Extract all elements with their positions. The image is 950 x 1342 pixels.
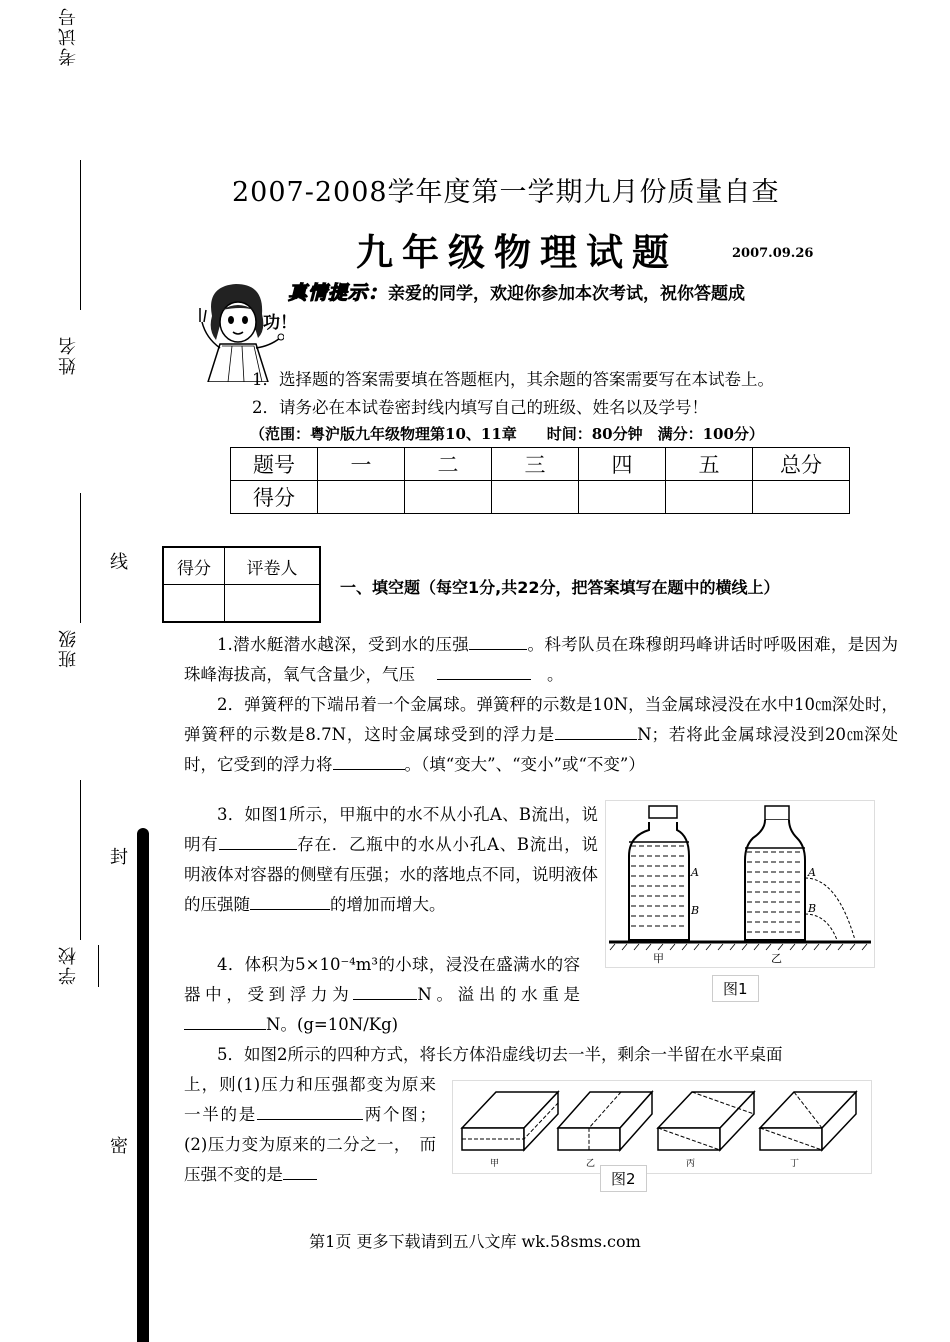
grader-name-header: 评卷人 bbox=[225, 547, 321, 585]
fig1-label-jia: 甲 bbox=[653, 952, 664, 965]
score-header-cell: 二 bbox=[405, 448, 492, 481]
q4-blank-1[interactable] bbox=[353, 981, 417, 1000]
grader-name-cell[interactable] bbox=[225, 585, 321, 623]
fig2-label-bing: 丙 bbox=[686, 1159, 696, 1169]
q4-text-b: N。溢出的水重是 bbox=[417, 985, 581, 1004]
q5-blank-1[interactable] bbox=[257, 1101, 363, 1120]
fig2-label-ding: 丁 bbox=[790, 1159, 800, 1169]
figure-1-caption: 图1 bbox=[712, 975, 759, 1002]
score-header-cell: 题号 bbox=[231, 448, 318, 481]
score-table bbox=[230, 447, 850, 514]
exam-date: 2007.09.26 bbox=[732, 246, 814, 261]
seal-char-seal: 封 bbox=[110, 847, 128, 868]
question-3 bbox=[184, 800, 598, 920]
q1-text-c: 。 bbox=[547, 665, 564, 684]
score-cell[interactable] bbox=[666, 481, 753, 514]
q2-blank-1[interactable] bbox=[555, 721, 637, 740]
fig2-label-yi: 乙 bbox=[586, 1159, 596, 1169]
question-1-2-block bbox=[184, 630, 898, 780]
q5-text-a: 上，则(1)压力和压强都变为原来一半的是 bbox=[184, 1075, 436, 1124]
exam-subject-title: 九年级物理试题 bbox=[356, 230, 678, 274]
q3-text-a: 3．如图1所示，甲瓶中的水不从小孔A、B流出，说明有 bbox=[184, 805, 598, 854]
section-1-title: 一、填空题（每空1分,共22分，把答案填写在题中的横线上） bbox=[340, 578, 780, 597]
seal-char-secret: 密 bbox=[110, 1136, 128, 1157]
question-1 bbox=[184, 630, 898, 690]
q3-text-c: 的增加而增大。 bbox=[330, 895, 446, 914]
q5-text-b: 两个图；(2)压力变为原来的二分之一， 而压强不变的是 bbox=[184, 1105, 436, 1184]
class-label: 班级 bbox=[58, 628, 79, 668]
fig1-label-b-yi: B bbox=[808, 902, 817, 915]
q4-text-c: N。(g=10N/Kg) bbox=[266, 1015, 399, 1034]
fig1-label-b-jia: B bbox=[691, 904, 700, 917]
score-cell[interactable] bbox=[405, 481, 492, 514]
q2-text-b: N；若将此金属球浸没到20㎝深处时，它受到的浮力将 bbox=[184, 725, 898, 774]
score-header-cell: 五 bbox=[666, 448, 753, 481]
score-header-cell: 一 bbox=[318, 448, 405, 481]
score-header-cell: 三 bbox=[492, 448, 579, 481]
q2-text-a: 2．弹簧秤的下端吊着一个金属球。弹簧秤的示数是10N，当金属球浸没在水中10㎝深处时，弹簧秤的示数是8.7N，这时金属球受到的浮力是 bbox=[184, 695, 898, 744]
name-fill-line[interactable] bbox=[80, 160, 81, 310]
q1-text-a: 1.潜水艇潜水越深，受到水的压强 bbox=[217, 635, 470, 654]
fig1-label-a-jia: A bbox=[691, 866, 699, 879]
question-2 bbox=[184, 690, 898, 780]
q4-blank-2[interactable] bbox=[184, 1011, 266, 1030]
question-4 bbox=[184, 950, 580, 1040]
seal-char-line: 线 bbox=[110, 552, 128, 573]
q3-blank-1[interactable] bbox=[219, 831, 297, 850]
q1-blank-2[interactable] bbox=[437, 661, 531, 680]
school-fill-line-lower bbox=[98, 945, 99, 987]
seal-bar bbox=[137, 828, 149, 1342]
page-footer: 第1页 更多下载请到五八文库 wk.58sms.com bbox=[309, 1232, 641, 1251]
q1-blank-1[interactable] bbox=[469, 631, 527, 650]
score-cell[interactable] bbox=[753, 481, 850, 514]
exam-period-title: 2007-2008学年度第一学期九月份质量自查 bbox=[232, 177, 780, 208]
tip-line-1 bbox=[288, 278, 745, 305]
school-label: 学校 bbox=[58, 945, 79, 985]
figure-2-boxes bbox=[452, 1080, 872, 1174]
grader-score-header: 得分 bbox=[163, 547, 225, 585]
question-5-first-line: 5．如图2所示的四种方式，将长方体沿虚线切去一半，剩余一半留在水平桌面 bbox=[217, 1045, 783, 1064]
fig1-label-a-yi: A bbox=[808, 866, 816, 879]
school-fill-line[interactable] bbox=[80, 780, 81, 940]
grader-score-cell[interactable] bbox=[163, 585, 225, 623]
tip-label: 真情提示： bbox=[288, 282, 389, 304]
score-header-cell: 总分 bbox=[753, 448, 850, 481]
figure-2-caption: 图2 bbox=[600, 1165, 647, 1192]
note-1: 1．选择题的答案需要填在答题框内，其余题的答案需要写在本试卷上。 bbox=[252, 370, 774, 389]
name-label: 姓名 bbox=[58, 335, 79, 375]
exam-scope: （范围：粤沪版九年级物理第10、11章 时间：80分钟 满分：100分） bbox=[250, 425, 764, 443]
q5-blank-2[interactable] bbox=[283, 1161, 317, 1180]
score-cell[interactable] bbox=[492, 481, 579, 514]
q3-blank-2[interactable] bbox=[250, 891, 330, 910]
q2-blank-2[interactable] bbox=[333, 751, 405, 770]
tip-text-2: 功！ bbox=[263, 313, 297, 333]
fig2-label-jia: 甲 bbox=[490, 1159, 500, 1169]
score-cell[interactable] bbox=[318, 481, 405, 514]
tip-text-1: 亲爱的同学，欢迎你参加本次考试，祝你答题成 bbox=[388, 284, 746, 304]
class-fill-line[interactable] bbox=[80, 493, 81, 623]
score-cell[interactable] bbox=[579, 481, 666, 514]
question-5 bbox=[184, 1070, 436, 1190]
q1-text-b: 。科考队员在珠穆朗玛峰讲话时呼吸困难，是因为珠峰海拔高，氧气含量少，气压 bbox=[184, 635, 899, 684]
figure-1-bottles bbox=[605, 800, 875, 968]
q2-text-c: 。（填“变大”、“变小”或“不变”） bbox=[404, 755, 645, 774]
score-header-cell: 四 bbox=[579, 448, 666, 481]
exam-number-label: 考试号 bbox=[58, 6, 79, 66]
grader-table bbox=[162, 546, 321, 623]
q3-text-b: 存在．乙瓶中的水从小孔A、B流出，说明液体对容器的侧壁有压强；水的落地点不同，说明液体的压强随 bbox=[184, 835, 598, 914]
score-row-label: 得分 bbox=[231, 481, 318, 514]
q4-text-a: 4．体积为5×10⁻⁴m³的小球，浸没在盛满水的容器中，受到浮力为 bbox=[184, 955, 580, 1004]
fig1-label-yi: 乙 bbox=[771, 952, 782, 965]
note-2: 2．请务必在本试卷密封线内填写自己的班级、姓名以及学号！ bbox=[252, 398, 708, 417]
